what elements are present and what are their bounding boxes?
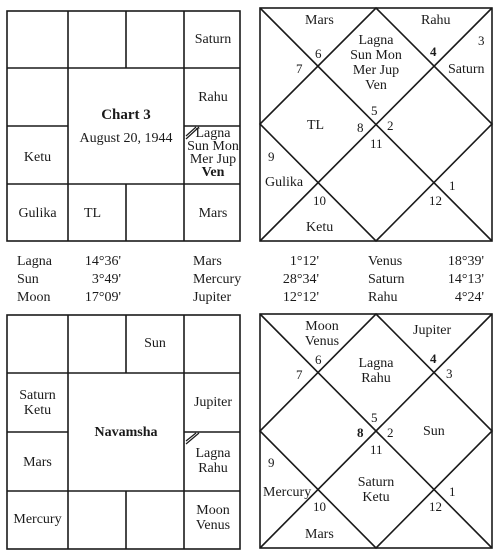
cell-rahu: Rahu	[198, 90, 228, 105]
nav-house-6: 6	[315, 352, 322, 367]
nav-north-ketu: Ketu	[362, 490, 390, 505]
pos-degree: 12°12'	[282, 290, 319, 305]
nav-cell-lagna-rahu	[186, 446, 240, 476]
nav-house-9: 9	[268, 455, 275, 470]
pos-name: Sun	[17, 272, 39, 287]
north-mars: Mars	[305, 13, 334, 28]
house-2: 2	[387, 118, 394, 133]
chart-date: August 20, 1944	[79, 131, 173, 146]
cell-lagna-group	[186, 127, 240, 179]
nav-moon: Moon	[196, 503, 230, 518]
navamsha-title: Navamsha	[94, 425, 158, 440]
cell-gulika: Gulika	[18, 206, 57, 221]
north-ven: Ven	[365, 78, 387, 93]
nav-house-3: 3	[446, 366, 453, 381]
nav-house-1: 1	[449, 484, 456, 499]
nav-rahu: Rahu	[198, 461, 228, 476]
nav-ketu: Ketu	[23, 403, 52, 418]
house-3: 3	[478, 33, 485, 48]
nav-cell-mercury: Mercury	[13, 512, 62, 527]
nav-house-2: 2	[387, 425, 394, 440]
cell-lagna: Lagna	[195, 126, 231, 141]
nav-house-12: 12	[429, 499, 442, 514]
north-lagna: Lagna	[358, 33, 394, 48]
house-7: 7	[296, 61, 303, 76]
house-4: 4	[430, 44, 437, 59]
house-5: 5	[371, 103, 378, 118]
pos-degree: 1°12'	[289, 254, 319, 269]
nav-north-moon: Moon	[305, 319, 339, 334]
pos-degree: 3°49'	[91, 272, 121, 287]
cell-ketu: Ketu	[23, 150, 52, 165]
pos-name: Saturn	[368, 272, 405, 287]
chart-title: Chart 3	[101, 107, 151, 123]
pos-degree: 28°34'	[282, 272, 319, 287]
nav-north-lagna: Lagna	[358, 356, 394, 371]
pos-name: Mercury	[193, 272, 242, 287]
pos-degree: 4°24'	[454, 290, 484, 305]
cell-tl: TL	[84, 206, 102, 221]
nav-north-mercury: Mercury	[263, 485, 312, 500]
house-1: 1	[449, 178, 456, 193]
pos-name: Moon	[17, 290, 51, 305]
house-6: 6	[315, 46, 322, 61]
house-9: 9	[268, 149, 275, 164]
pos-degree: 18°39'	[447, 254, 484, 269]
nav-cell-moon-venus	[186, 503, 240, 533]
pos-name: Rahu	[368, 290, 398, 305]
pos-name: Venus	[368, 254, 403, 269]
nav-north-saturn-ketu	[348, 475, 404, 505]
nav-north-moon-venus	[294, 319, 350, 349]
nav-saturn: Saturn	[19, 388, 56, 403]
nav-north-mars: Mars	[305, 527, 334, 542]
north-mer-jup: Mer Jup	[352, 63, 400, 78]
nav-lagna: Lagna	[195, 446, 231, 461]
north-rahu: Rahu	[421, 13, 451, 28]
cell-ven: Ven	[201, 165, 225, 180]
nav-house-7: 7	[296, 367, 303, 382]
pos-name: Lagna	[17, 254, 52, 269]
pos-name: Mars	[193, 254, 222, 269]
nav-north-saturn: Saturn	[357, 475, 395, 490]
nav-north-venus: Venus	[304, 334, 340, 349]
house-10: 10	[313, 193, 326, 208]
nav-cell-jupiter: Jupiter	[193, 395, 233, 410]
nav-north-sun: Sun	[423, 424, 445, 439]
pos-degree: 14°13'	[447, 272, 484, 287]
nav-cell-saturn-ketu	[9, 388, 66, 418]
house-8: 8	[357, 120, 364, 135]
house-11: 11	[370, 136, 383, 151]
nav-house-8: 8	[357, 425, 364, 440]
cell-mer-jup: Mer Jup	[189, 152, 237, 167]
cell-mars: Mars	[198, 206, 228, 221]
pos-name: Jupiter	[193, 290, 232, 305]
north-lagna-group	[344, 33, 408, 93]
nav-house-10: 10	[313, 499, 326, 514]
north-ketu: Ketu	[306, 220, 334, 235]
north-sun-mon: Sun Mon	[350, 48, 402, 63]
pos-degree: 14°36'	[84, 254, 121, 269]
nav-cell-mars: Mars	[23, 455, 52, 470]
pos-degree: 17°09'	[84, 290, 121, 305]
nav-north-rahu: Rahu	[361, 371, 391, 386]
nav-cell-sun: Sun	[144, 336, 166, 351]
cell-saturn: Saturn	[194, 32, 232, 47]
north-saturn: Saturn	[448, 62, 485, 77]
north-tl: TL	[307, 118, 325, 133]
house-12: 12	[429, 193, 442, 208]
north-gulika: Gulika	[265, 175, 304, 190]
nav-north-jupiter: Jupiter	[413, 323, 452, 338]
nav-house-11: 11	[370, 442, 383, 457]
nav-house-5: 5	[371, 410, 378, 425]
nav-north-lagna-rahu	[350, 356, 402, 386]
nav-house-4: 4	[430, 351, 437, 366]
nav-venus: Venus	[195, 518, 231, 533]
cell-sun-moon: Sun Mon	[187, 139, 239, 154]
